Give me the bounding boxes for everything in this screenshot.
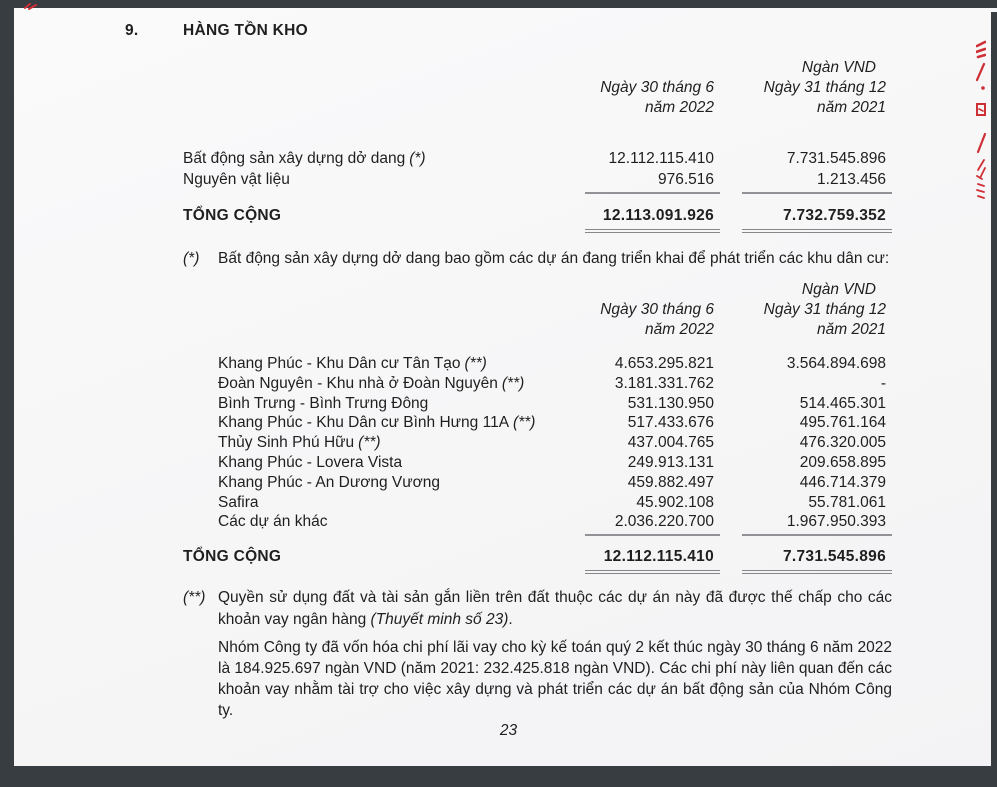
row-label: Khang Phúc - Lovera Vista xyxy=(218,453,403,471)
row-label: Khang Phúc - An Dương Vương xyxy=(218,473,441,491)
row-label: Khang Phúc - Khu Dân cư Bình Hưng 11A (**) xyxy=(218,414,536,432)
value-2021: 514.465.301 xyxy=(799,394,886,412)
col-2021-header-year: năm 2021 xyxy=(817,321,886,338)
total-value-2021: 7.731.545.896 xyxy=(742,547,892,574)
footnote-double-star xyxy=(125,587,892,631)
col-2022-header: Ngày 30 tháng 6 xyxy=(600,79,714,96)
table-row xyxy=(125,493,892,513)
row-label: Bất động sản xây dựng dở dang (*) xyxy=(183,150,426,167)
col-2022-header-year: năm 2022 xyxy=(645,99,714,116)
total-value-2022: 12.112.115.410 xyxy=(585,547,720,574)
value-2022: 2.036.220.700 xyxy=(585,512,720,536)
value-2022: 976.516 xyxy=(585,169,720,194)
value-2021: 1.213.456 xyxy=(742,169,892,194)
value-2022: 249.913.131 xyxy=(627,453,714,471)
table2-column-headers-line2 xyxy=(125,320,892,340)
value-2022: 517.433.676 xyxy=(627,414,714,432)
unit-label: Ngàn VND xyxy=(801,281,876,298)
red-stamp-icon xyxy=(976,38,986,218)
footnote-marker: (**) xyxy=(358,434,381,452)
table-row xyxy=(125,413,892,433)
footnote-marker: (**) xyxy=(513,414,536,432)
total-value-2022: 12.113.091.926 xyxy=(585,205,720,233)
scan-border-right xyxy=(991,12,997,787)
value-2022: 459.882.497 xyxy=(627,473,714,491)
table-row xyxy=(125,169,892,194)
note-reference: (Thuyết minh số 23) xyxy=(370,610,509,628)
row-label: Safira xyxy=(218,493,259,511)
value-2021: 495.761.164 xyxy=(799,414,886,432)
table-total-row xyxy=(125,547,892,574)
table-row xyxy=(125,433,892,453)
scan-border-top xyxy=(0,0,997,8)
inventory-table xyxy=(125,148,892,233)
footnote-star xyxy=(125,248,892,270)
scan-border-left xyxy=(0,0,14,787)
col-2022-header: Ngày 30 tháng 6 xyxy=(600,301,714,318)
row-label: Bình Trưng - Bình Trưng Đông xyxy=(218,394,429,412)
value-2021: 446.714.379 xyxy=(799,473,886,491)
footnote-marker: (**) xyxy=(501,374,525,392)
section-heading xyxy=(125,20,892,42)
projects-table xyxy=(125,354,892,574)
value-2021: 3.564.894.698 xyxy=(786,355,886,372)
section-number: 9. xyxy=(125,22,139,39)
table2-column-headers-line1 xyxy=(125,300,892,320)
value-2022: 3.181.331.762 xyxy=(614,374,714,392)
row-label: Thủy Sinh Phú Hữu (**) xyxy=(218,434,381,452)
table-row xyxy=(125,354,892,374)
table1-column-headers-line1 xyxy=(125,78,892,98)
table-row xyxy=(125,473,892,493)
table1-column-headers-line2 xyxy=(125,98,892,118)
page-number: 23 xyxy=(499,721,518,739)
total-value-2021: 7.732.759.352 xyxy=(742,205,892,233)
table-row xyxy=(125,374,892,394)
capitalized-interest-paragraph: Nhóm Công ty đã vốn hóa chi phí lãi vay cho kỳ kế toán quý 2 kết thúc ngày 30 tháng 6 năm 2022 là 184.925.697 ngàn VND (năm 2021: 232.425.818 ngàn VND). Các chi phí này liên quan đến các khoản vay nhằm tài trợ cho việc xây dựng và phát triển các dự án bất động sản của Nhóm Công ty. xyxy=(218,638,892,719)
footnote-star-marker: (*) xyxy=(183,250,200,267)
footnote-double-star-marker: (**) xyxy=(183,588,206,606)
row-label: Đoàn Nguyên - Khu nhà ở Đoàn Nguyên (**) xyxy=(218,374,525,392)
row-label: Các dự án khác xyxy=(218,513,328,531)
page-content xyxy=(125,20,892,741)
value-2021: 476.320.005 xyxy=(799,434,886,452)
page xyxy=(14,8,991,766)
footnote-star-text: Bất động sản xây dựng dở dang bao gồm các dự án đang triển khai để phát triển các khu dân cư: xyxy=(218,250,890,267)
table-total-row xyxy=(125,205,892,233)
row-label: Khang Phúc - Khu Dân cư Tân Tạo (**) xyxy=(218,355,487,372)
row-label: Nguyên vật liệu xyxy=(183,171,290,188)
value-2022: 45.902.108 xyxy=(636,493,714,511)
footnote-marker: (**) xyxy=(464,355,487,372)
total-label: TỔNG CỘNG xyxy=(183,548,282,566)
value-2021: 55.781.061 xyxy=(808,493,886,511)
col-2021-header: Ngày 31 tháng 12 xyxy=(763,301,886,318)
col-2022-header-year: năm 2022 xyxy=(645,321,714,338)
value-2022: 437.004.765 xyxy=(627,434,714,452)
footnote-marker: (*) xyxy=(409,150,426,167)
value-2021: 1.967.950.393 xyxy=(742,512,892,536)
table-row xyxy=(125,512,892,536)
col-2021-header-year: năm 2021 xyxy=(817,99,886,116)
value-2022: 531.130.950 xyxy=(627,394,714,412)
table-row xyxy=(125,453,892,473)
section-title: HÀNG TỒN KHO xyxy=(183,22,309,39)
total-label: TỔNG CỘNG xyxy=(183,207,282,224)
value-2022: 4.653.295.821 xyxy=(614,355,714,372)
unit-label: Ngàn VND xyxy=(801,59,876,76)
scan-border-bottom xyxy=(0,766,997,787)
col-2021-header: Ngày 31 tháng 12 xyxy=(763,79,886,96)
value-2022: 12.112.115.410 xyxy=(608,150,714,167)
value-2021: - xyxy=(880,374,886,392)
table-row xyxy=(125,394,892,414)
footnote-double-star-text: Quyền sử dụng đất và tài sản gắn liền trên đất thuộc các dự án này đã được thế chấp cho các khoản vay ngân hàng (Thuyết minh số 23). xyxy=(218,588,892,628)
table-row xyxy=(125,148,892,169)
value-2021: 209.658.895 xyxy=(799,453,886,471)
value-2021: 7.731.545.896 xyxy=(786,150,886,167)
red-pen-mark-icon xyxy=(24,2,38,12)
